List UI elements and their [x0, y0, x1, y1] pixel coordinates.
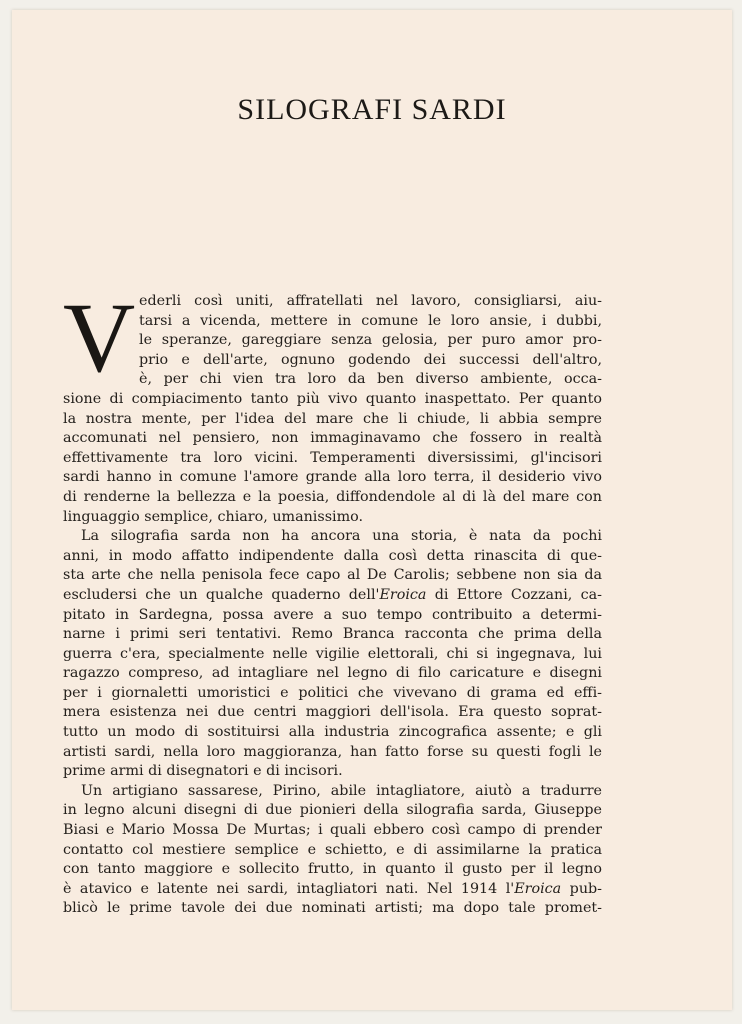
text-line: sione di compiacimento tanto più vivo quanto inaspettato. Per quanto: [63, 390, 602, 407]
text-line: mera esistenza nei due centri maggiori dell'isola. Era questo soprat-: [63, 704, 602, 721]
text-line: ederli così uniti, affratellati nel lavoro, consigliarsi, aiu-: [139, 293, 602, 309]
text-line: [63, 586, 602, 606]
text-line: sardi hanno in comune l'amore grande alla loro terra, il desiderio vivo: [63, 469, 602, 486]
text-line: è, per chi vien tra loro da ben diverso ambiente, occa-: [139, 371, 602, 388]
text-line: blicò le prime tavole dei due nominati artisti; ma dopo tale promet-: [63, 900, 602, 917]
text-line: [63, 880, 602, 900]
text-line: tarsi a vicenda, mettere in comune le loro ansie, i dubbi,: [139, 312, 602, 329]
paragraph-1: [63, 292, 602, 527]
text-line: Biasi e Mario Mossa De Murtas; i quali ebbero così campo di prender: [63, 822, 602, 839]
text-line: prio e dell'arte, ognuno godendo dei successi dell'altro,: [139, 351, 602, 368]
text-line: per i giornaletti umoristici e politici che vivevano di grama ed effi-: [63, 684, 602, 701]
text-line: le speranze, gareggiare senza gelosia, per puro amor pro-: [139, 332, 602, 349]
paragraph-2: [63, 527, 602, 782]
text-line: accomunati nel pensiero, non immaginavamo che fossero in realtà: [63, 430, 602, 447]
text-line: anni, in modo affatto indipendente dalla così detta rinascita di que-: [63, 547, 602, 564]
journal-title: Eroica: [514, 880, 562, 897]
text-line: guerra c'era, specialmente nelle vigilie elettorali, chi si ingegnava, lui: [63, 645, 602, 662]
text-line: in legno alcuni disegni di due pionieri della silografia sarda, Giuseppe: [63, 802, 602, 819]
text-line: linguaggio semplice, chiaro, umanissimo.: [63, 508, 364, 525]
text-fragment: è atavico e latente nei sardi, intagliatori nati. Nel 1914 l': [63, 880, 515, 897]
text-line: sta arte che nella penisola fece capo al De Carolis; sebbene non sia da: [63, 567, 602, 584]
paragraph-3: [63, 782, 602, 919]
journal-title: Eroica: [379, 586, 427, 603]
text-line: effettivamente tra loro vicini. Temperamenti diversissimi, gl'incisori: [63, 449, 602, 466]
drop-cap: V: [63, 282, 136, 393]
text-fragment: escludersi che un qualche quaderno dell': [63, 586, 380, 603]
text-fragment: di Ettore Cozzani, ca-: [426, 586, 602, 603]
text-line: pitato in Sardegna, possa avere a suo tempo contribuito a determi-: [63, 606, 602, 623]
text-line: La silografia sarda non ha ancora una storia, è nata da pochi: [81, 528, 602, 545]
article-body: [63, 292, 602, 919]
text-line: ragazzo compreso, ad intagliare nel legno di filo caricature e disegni: [63, 665, 602, 682]
text-line: di renderne la bellezza e la poesia, diffondendole al di là del mare con: [63, 488, 602, 505]
text-line: la nostra mente, per l'idea del mare che li chiude, li abbia sempre: [63, 410, 602, 427]
text-line: tutto un modo di sostituirsi alla industria zincografica assente; e gli: [63, 724, 602, 741]
text-fragment: pub-: [561, 880, 602, 897]
text-line: artisti sardi, nella loro maggioranza, han fatto forse su questi fogli le: [63, 743, 602, 760]
text-line: Un artigiano sassarese, Pirino, abile intagliatore, aiutò a tradurre: [81, 782, 602, 799]
page-title: SILOGRAFI SARDI: [237, 93, 507, 126]
text-line: narne i primi seri tentativi. Remo Branca racconta che prima della: [63, 626, 602, 643]
text-line: contatto col mestiere semplice e schietto, e di assimilarne la pratica: [63, 841, 602, 858]
text-line: prime armi di disegnatori e di incisori.: [63, 763, 343, 780]
text-line: con tanto maggiore e sollecito frutto, in quanto il gusto per il legno: [63, 861, 602, 878]
